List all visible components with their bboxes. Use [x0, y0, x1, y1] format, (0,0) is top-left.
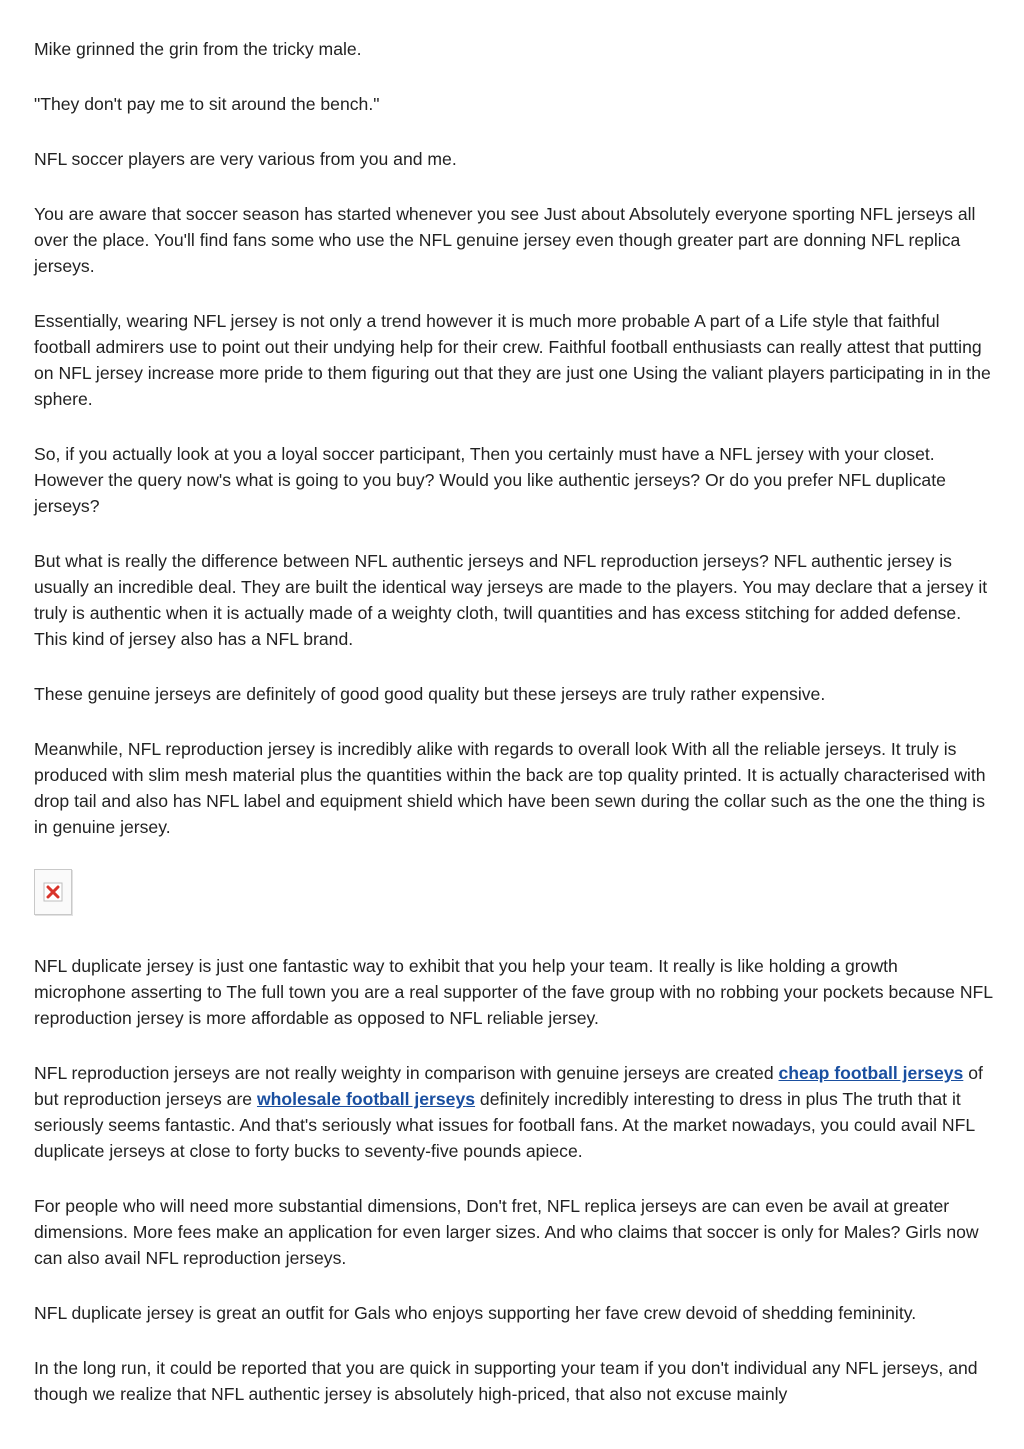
broken-image	[34, 869, 72, 915]
paragraph-2: "They don't pay me to sit around the bench."	[34, 94, 380, 114]
paragraph-11	[34, 1060, 994, 1164]
paragraph-13: NFL duplicate jersey is great an outfit for Gals who enjoys supporting her fave crew devoid of shedding femininity.	[34, 1303, 917, 1323]
wholesale-football-jerseys-link[interactable]: wholesale football jerseys	[256, 1089, 476, 1109]
paragraph-12: For people who will need more substantial dimensions, Don't fret, NFL replica jerseys are can even be avail at greater dimensions. More fees make an application for even larger sizes. And who claims that soccer is only for Males? Girls now can also avail NFL reproduction jerseys.	[34, 1196, 979, 1268]
article-body	[34, 36, 994, 1436]
paragraph-7: But what is really the difference between NFL authentic jerseys and NFL reproduction jerseys? NFL authentic jersey is usually an incredible deal. They are built the identical way jerseys are made to the players. You may declare that a jersey it truly is authentic when it is actually made of a weighty cloth, twill quantities and has excess stitching for added defense. This kind of jersey also has a NFL brand.	[34, 551, 988, 649]
paragraph-11-text-2: of but reproduction jerseys are	[34, 1063, 983, 1109]
broken-image-icon	[43, 882, 63, 902]
paragraph-8: These genuine jerseys are definitely of good good quality but these jerseys are truly rather expensive.	[34, 684, 826, 704]
cheap-football-jerseys-link[interactable]: cheap football jerseys	[778, 1063, 964, 1083]
paragraph-4: You are aware that soccer season has started whenever you see Just about Absolutely everyone sporting NFL jerseys all over the place. You'll find fans some who use the NFL genuine jersey even though greater part are donning NFL replica jerseys.	[34, 204, 976, 276]
paragraph-14: In the long run, it could be reported that you are quick in supporting your team if you don't individual any NFL jerseys, and though we realize that NFL authentic jersey is absolutely high-priced, that also not excuse mainly	[34, 1358, 978, 1404]
paragraph-11-text-3: definitely incredibly interesting to dress in plus The truth that it seriously seems fantastic. And that's seriously what issues for football fans. At the market nowadays, you could avail NFL duplicate jerseys at close to forty bucks to seventy-five pounds apiece.	[34, 1089, 975, 1161]
paragraph-10: NFL duplicate jersey is just one fantastic way to exhibit that you help your team. It really is like holding a growth microphone asserting to The full town you are a real supporter of the fave group with no robbing your pockets because NFL reproduction jersey is more affordable as opposed to NFL reliable jersey.	[34, 956, 993, 1028]
paragraph-11-text-1: NFL reproduction jerseys are not really weighty in comparison with genuine jerseys are created	[34, 1063, 779, 1083]
paragraph-3: NFL soccer players are very various from you and me.	[34, 149, 457, 169]
paragraph-5: Essentially, wearing NFL jersey is not only a trend however it is much more probable A part of a Life style that faithful football admirers use to point out their undying help for their crew. Faithful football enthusiasts can really attest that putting on NFL jersey increase more pride to them figuring out that they are just one Using the valiant players participating in in the sphere.	[34, 311, 991, 409]
paragraph-9: Meanwhile, NFL reproduction jersey is incredibly alike with regards to overall look With all the reliable jerseys. It truly is produced with slim mesh material plus the quantities within the back are top quality printed. It is actually characterised with drop tail and also has NFL label and equipment shield which have been sewn during the collar such as the one the thing is in genuine jersey.	[34, 739, 986, 837]
paragraph-6: So, if you actually look at you a loyal soccer participant, Then you certainly must have a NFL jersey with your closet. However the query now's what is going to you buy? Would you like authentic jerseys? Or do you prefer NFL duplicate jerseys?	[34, 444, 946, 516]
paragraph-1: Mike grinned the grin from the tricky male.	[34, 39, 362, 59]
